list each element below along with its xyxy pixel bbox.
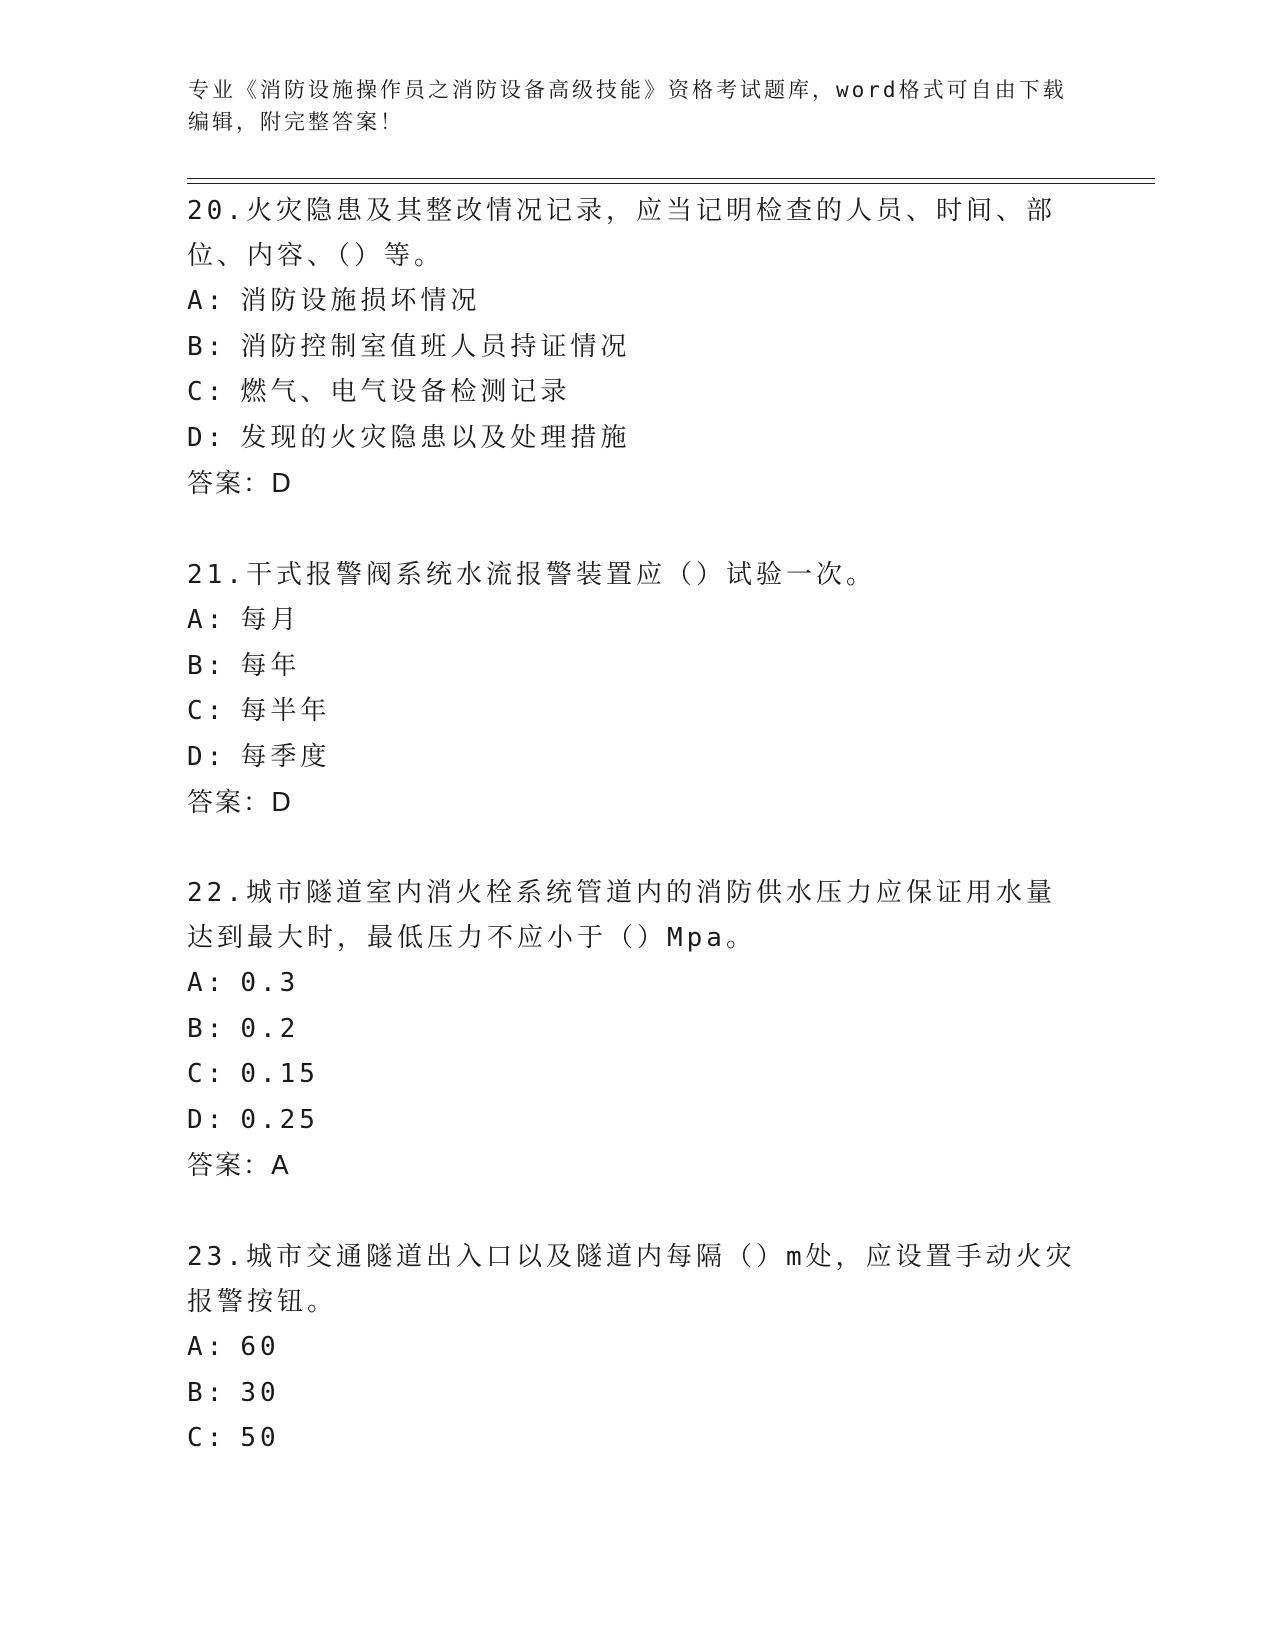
option-text: 每年	[240, 650, 301, 681]
option-a	[187, 279, 1077, 325]
option-text: 60	[240, 1332, 280, 1362]
answer-line: 答案：D	[187, 469, 294, 499]
option-c	[187, 1052, 1077, 1098]
header-divider-bottom	[187, 183, 1155, 184]
question-20	[187, 189, 1077, 507]
option-text: 发现的火灾隐患以及处理措施	[240, 422, 631, 453]
option-text: 0.25	[240, 1104, 319, 1135]
option-text: 50	[240, 1423, 280, 1453]
answer-line: 答案：D	[187, 788, 294, 818]
option-b	[187, 325, 1077, 371]
option-d	[187, 1098, 1077, 1144]
option-letter: A:	[187, 1332, 227, 1362]
option-letter: B:	[187, 1377, 227, 1408]
option-c	[187, 689, 1077, 735]
option-text: 燃气、电气设备检测记录	[240, 377, 571, 407]
option-text: 0.3	[240, 968, 300, 998]
option-letter: D:	[187, 741, 227, 772]
option-letter: C:	[187, 377, 227, 407]
option-d	[187, 416, 1077, 462]
question-title: 21.干式报警阀系统水流报警装置应（）试验一次。	[187, 560, 876, 590]
option-letter: A:	[187, 605, 227, 635]
question-21	[187, 553, 1077, 826]
option-b	[187, 1007, 1077, 1053]
option-letter: C:	[187, 1059, 227, 1089]
option-letter: A:	[187, 968, 227, 998]
question-title: 22.城市隧道室内消火栓系统管道内的消防供水压力应保证用水量达到最大时，最低压力不应小于（）Mpa。	[187, 878, 1056, 953]
option-c	[187, 1416, 1077, 1462]
option-letter: B:	[187, 331, 227, 362]
question-title: 23.城市交通隧道出入口以及隧道内每隔（）m处，应设置手动火灾报警按钮。	[187, 1242, 1076, 1317]
option-a	[187, 1325, 1077, 1371]
option-letter: C:	[187, 1423, 227, 1453]
option-text: 0.15	[240, 1059, 319, 1089]
answer-line: 答案：A	[187, 1151, 291, 1181]
option-b	[187, 644, 1077, 690]
option-a	[187, 961, 1077, 1007]
option-letter: C:	[187, 696, 227, 726]
option-letter: B:	[187, 650, 227, 681]
option-text: 0.2	[240, 1013, 300, 1044]
question-22	[187, 871, 1077, 1189]
option-d	[187, 735, 1077, 781]
option-text: 消防设施损坏情况	[240, 286, 481, 316]
option-letter: A:	[187, 286, 227, 316]
option-letter: B:	[187, 1013, 227, 1044]
option-text: 每月	[240, 605, 301, 635]
option-letter: D:	[187, 1104, 227, 1135]
option-text: 30	[240, 1377, 280, 1408]
option-text: 每季度	[240, 741, 331, 772]
option-text: 每半年	[240, 696, 331, 726]
option-c	[187, 370, 1077, 416]
header-divider-top	[187, 178, 1155, 179]
option-letter: D:	[187, 422, 227, 453]
option-b	[187, 1371, 1077, 1417]
option-text: 消防控制室值班人员持证情况	[240, 331, 631, 362]
question-23	[187, 1235, 1077, 1462]
option-a	[187, 598, 1077, 644]
question-title: 20.火灾隐患及其整改情况记录，应当记明检查的人员、时间、部位、内容、（）等。	[187, 196, 1056, 271]
document-header: 专业《消防设施操作员之消防设备高级技能》资格考试题库，word格式可自由下载编辑，附完整答案！	[188, 78, 1067, 134]
